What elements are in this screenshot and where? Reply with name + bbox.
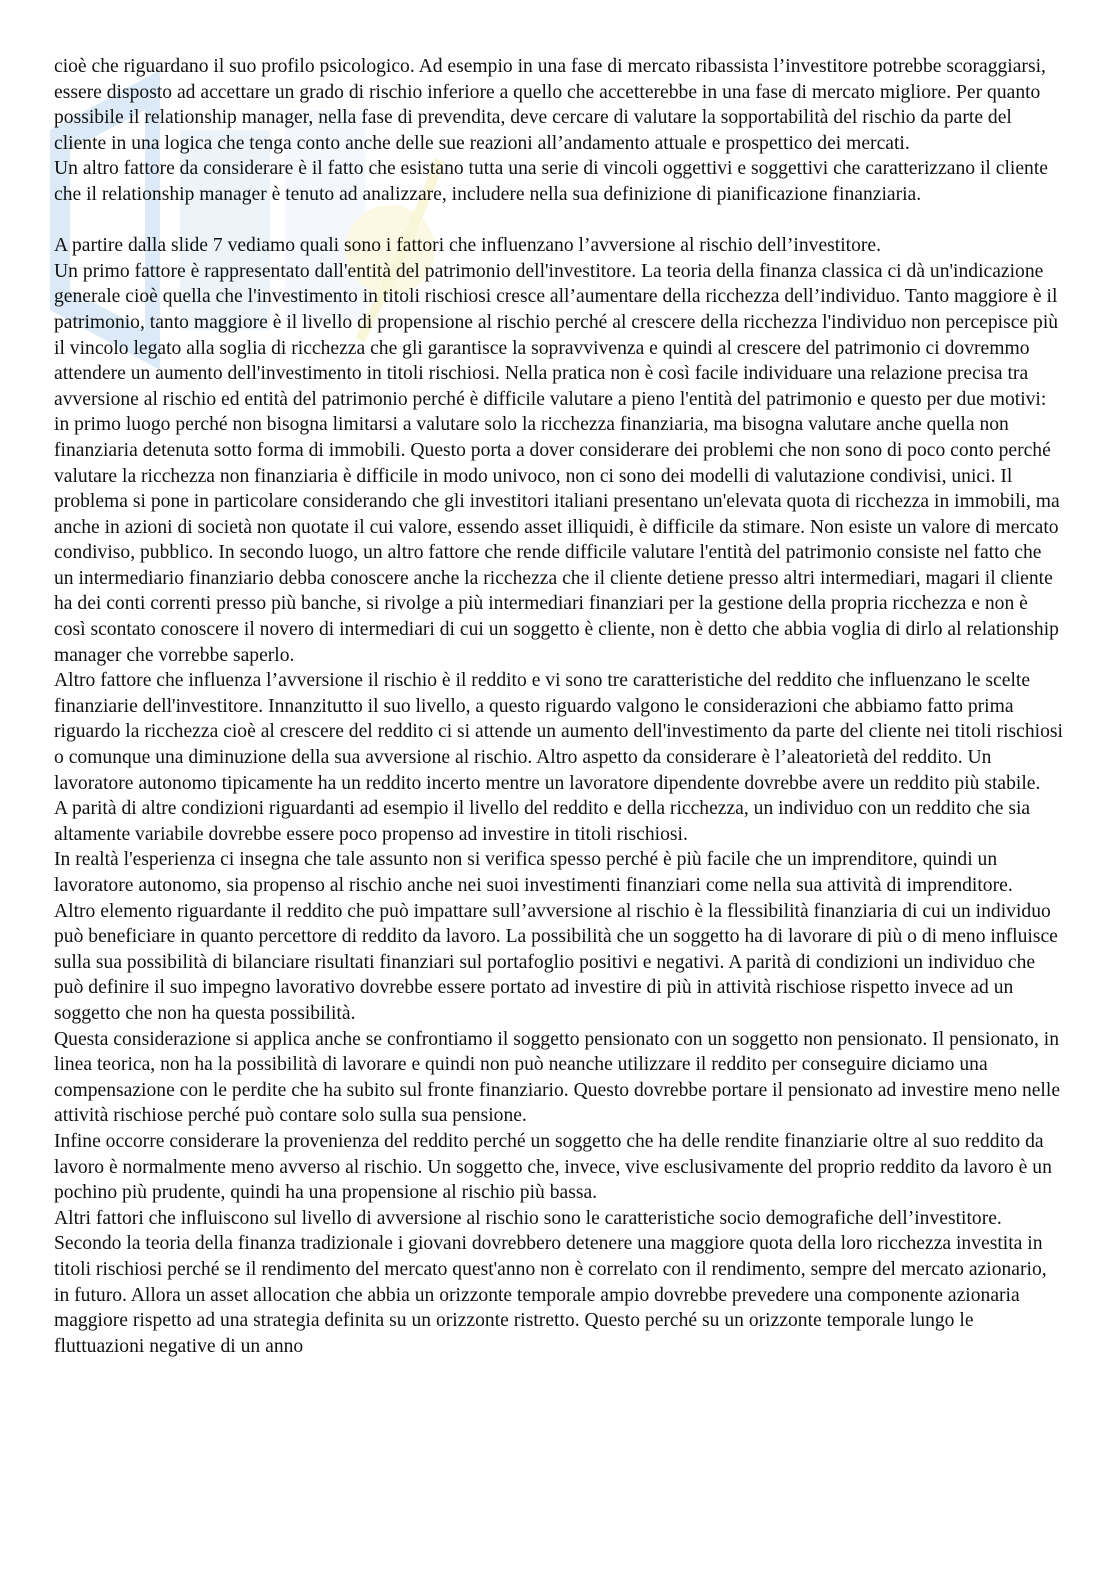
paragraph: Questa considerazione si applica anche se confrontiamo il soggetto pensionato con un soggetto non pensionato. Il pensionato, in linea teorica, non ha la possibilità di lavorare e quindi non può neanche utilizzare il reddito per conseguire diciamo una compensazione con le perdite che ha subito sul fronte finanziario. Questo dovrebbe portare il pensionato ad investire meno nelle attività rischiose perché può contare solo sulla sua pensione. — [54, 1028, 1061, 1127]
paragraph: A parità di altre condizioni riguardanti ad esempio il livello del reddito e della ricchezza, un individuo con un reddito che sia altamente variabile dovrebbe essere poco propenso ad investire in titoli rischiosi. — [54, 798, 1031, 845]
paragraph-gap — [54, 208, 1064, 234]
paragraph: In realtà l'esperienza ci insegna che tale assunto non si verifica spesso perché è più facile che un imprenditore, quindi un lavoratore autonomo, sia propenso al rischio anche nei suoi investimenti finanziari come nella sua attività di imprenditore. — [54, 849, 1013, 896]
paragraph: Altri fattori che influiscono sul livello di avversione al rischio sono le caratteristiche socio demografiche dell’investitore. Secondo la teoria della finanza tradizionale i giovani dovrebbero detenere una maggiore quota della loro ricchezza investita in titoli rischiosi perché se il rendimento del mercato quest'anno non è correlato con il rendimento, sempre del mercato azionario, in futuro. Allora un asset allocation che abbia un orizzonte temporale ampio dovrebbe prevedere una componente azionaria maggiore rispetto ad una strategia definita su un orizzonte ristretto. Questo perché su un orizzonte temporale lungo le fluttuazioni negative di un anno — [54, 1207, 1047, 1357]
paragraph: Infine occorre considerare la provenienza del reddito perché un soggetto che ha delle rendite finanziarie oltre al suo reddito da lavoro è normalmente meno avverso al rischio. Un soggetto che, invece, vive esclusivamente del proprio reddito da lavoro è un pochino più prudente, quindi ha una propensione al rischio più bassa. — [54, 1130, 1052, 1204]
paragraph: cioè che riguardano il suo profilo psicologico. Ad esempio in una fase di mercato ribassista l’investitore potrebbe scoraggiarsi, essere disposto ad accettare un grado di rischio inferiore a quello che accetterebbe in una fase di mercato migliore. Per quanto possibile il relationship manager, nella fase di prevendita, deve cercare di valutare la sopportabilità del rischio da parte del cliente in una logica che tenga conto anche delle sue reazioni all’andamento attuale e prospettico dei mercati. — [54, 56, 1046, 154]
document-body — [54, 54, 1064, 1359]
paragraph: A partire dalla slide 7 vediamo quali sono i fattori che influenzano l’avversione al rischio dell’investitore. — [54, 235, 882, 257]
paragraph: Altro fattore che influenza l’avversione il rischio è il reddito e vi sono tre caratteristiche del reddito che influenzano le scelte finanziarie dell'investitore. Innanzitutto il suo livello, a questo riguardo valgono le considerazioni che abbiamo fatto prima riguardo la ricchezza cioè al crescere del reddito ci si attende un aumento dell'investimento da parte del cliente nei titoli rischiosi o comunque una diminuzione della sua avversione al rischio. Altro aspetto da considerare è l’aleatorietà del reddito. Un lavoratore autonomo tipicamente ha un reddito incerto mentre un lavoratore dipendente dovrebbe avere un reddito più stabile. — [54, 670, 1063, 794]
paragraph: Altro elemento riguardante il reddito che può impattare sull’avversione al rischio è la flessibilità finanziaria di cui un individuo può beneficiare in quanto percettore di reddito da lavoro. La possibilità che un soggetto ha di lavorare di più o di meno influisce sulla sua possibilità di bilanciare risultati finanziari sul portafoglio positivi e negativi. A parità di condizioni un individuo che può definire il suo impegno lavorativo dovrebbe essere portato ad investire di più in attività rischiose rispetto invece ad un soggetto che non ha questa possibilità. — [54, 900, 1058, 1024]
paragraph: Un altro fattore da considerare è il fatto che esistano tutta una serie di vincoli oggettivi e soggettivi che caratterizzano il cliente che il relationship manager è tenuto ad analizzare, includere nella sua definizione di pianificazione finanziaria. — [54, 158, 1048, 205]
paragraph: Un primo fattore è rappresentato dall'entità del patrimonio dell'investitore. La teoria della finanza classica ci dà un'indicazione generale cioè quella che l'investimento in titoli rischiosi cresce all’aumentare della ricchezza dell’individuo. Tanto maggiore è il patrimonio, tanto maggiore è il livello di propensione al rischio perché al crescere della ricchezza l'individuo non percepisce più il vincolo legato alla soglia di ricchezza che gli garantisce la sopravvivenza e quindi al crescere del patrimonio ci dovremmo attendere un aumento dell'investimento in titoli rischiosi. Nella pratica non è così facile individuare una relazione precisa tra avversione al rischio ed entità del patrimonio perché è difficile valutare a pieno l'entità del patrimonio e questo per due motivi: in primo luogo perché non bisogna limitarsi a valutare solo la ricchezza finanziaria, ma bisogna valutare anche quella non finanziaria detenuta sotto forma di immobili. Questo porta a dover considerare dei problemi che non sono di poco conto perché valutare la ricchezza non finanziaria è difficile in modo univoco, non ci sono dei modelli di valutazione condivisi, unici. Il problema si pone in particolare considerando che gli investitori italiani presentano un'elevata quota di ricchezza in immobili, ma anche in azioni di società non quotate il cui valore, essendo asset illiquidi, è difficile da stimare. Non esiste un valore di mercato condiviso, pubblico. In secondo luogo, un altro fattore che rende difficile valutare l'entità del patrimonio consiste nel fatto che un intermediario finanziario debba conoscere anche la ricchezza che il cliente detiene presso altri intermediari, magari il cliente ha dei conti correnti presso più banche, si rivolge a più intermediari finanziari per la gestione della propria ricchezza e non è così scontato conoscere il novero di intermediari di cui un soggetto è cliente, non è detto che abbia voglia di dirlo al relationship manager che vorrebbe saperlo. — [54, 260, 1060, 666]
